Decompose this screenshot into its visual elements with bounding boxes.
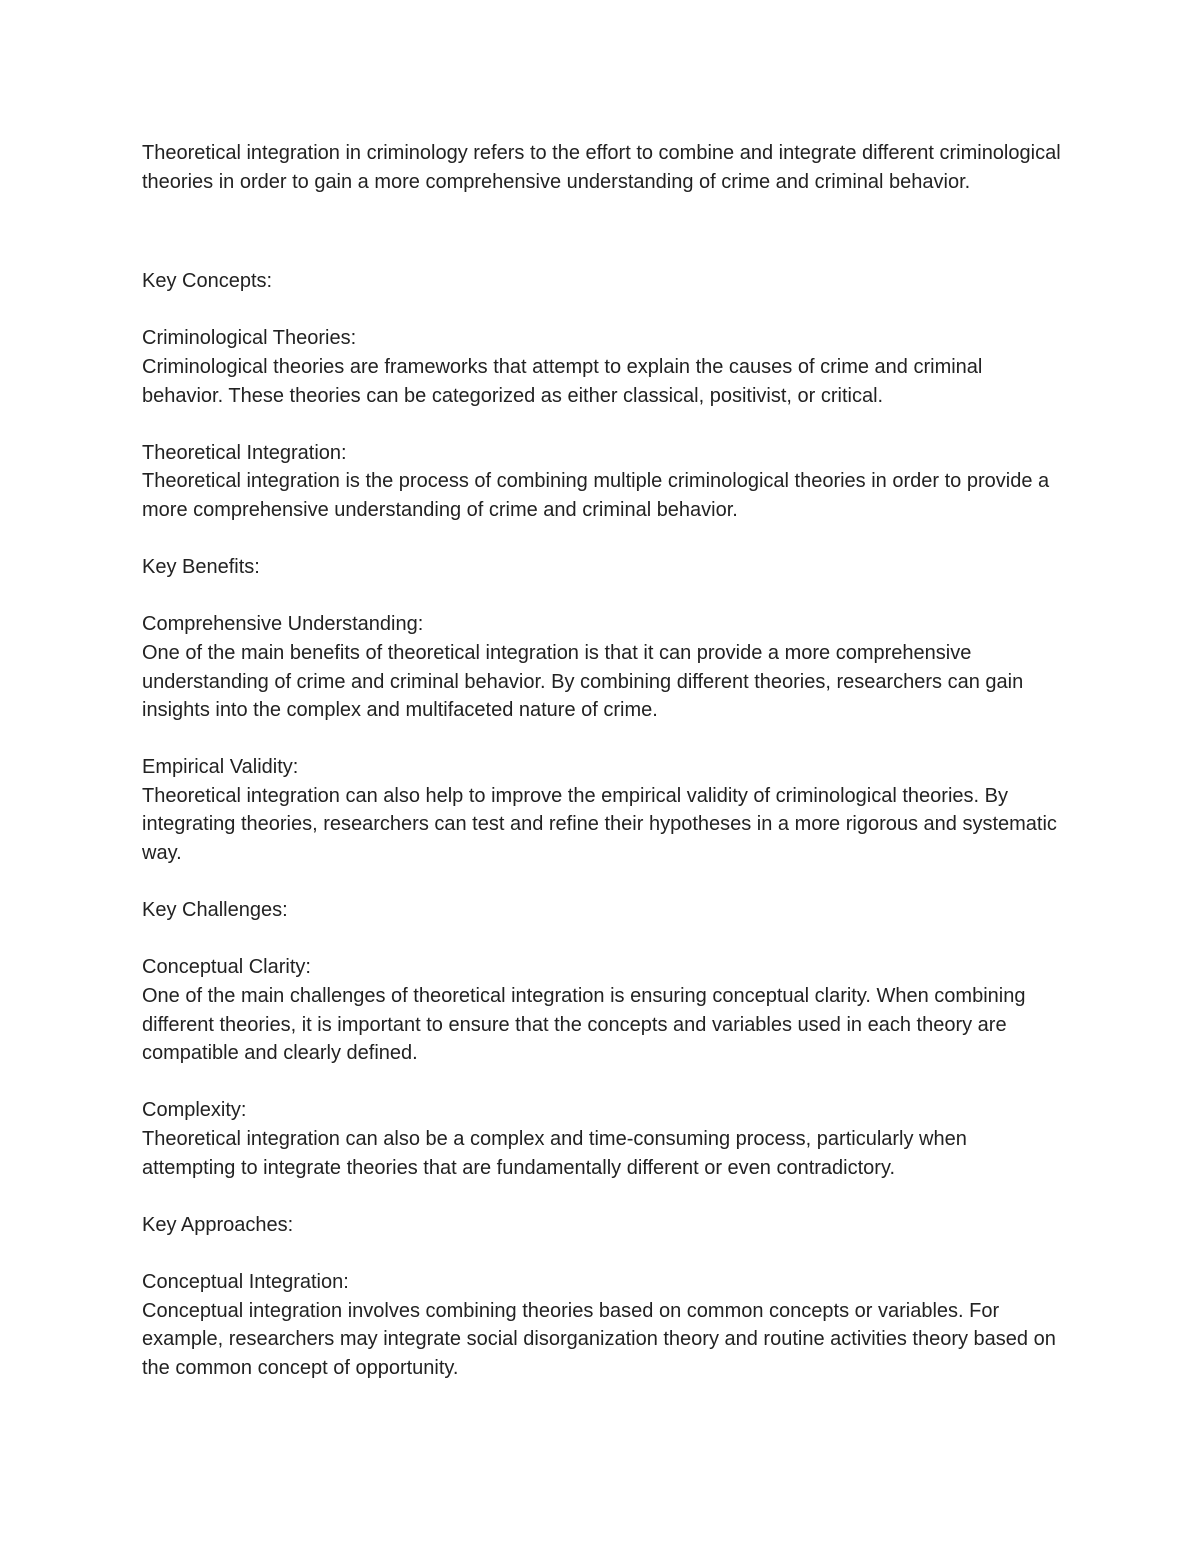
subsection-complexity (142, 1096, 1062, 1182)
subsection-title: Complexity: (142, 1099, 247, 1122)
section-key-concepts (142, 267, 1062, 524)
section-key-benefits (142, 553, 1062, 868)
subsection-title: Theoretical Integration: (142, 441, 347, 464)
section-heading: Key Concepts: (142, 270, 273, 293)
subsection-body: Conceptual integration involves combining theories based on common concepts or variables. For example, researchers may integrate social disorganization theory and routine activities theory based on the common concept of opportunity. (142, 1299, 1056, 1379)
subsection-theoretical-integration (142, 439, 1062, 525)
subsection-body: One of the main benefits of theoretical integration is that it can provide a more comprehensive understanding of crime and criminal behavior. By combining different theories, researchers can gain insights into the complex and multifaceted nature of crime. (142, 641, 1024, 722)
section-heading: Key Challenges: (142, 899, 288, 922)
subsection-body: One of the main challenges of theoretical integration is ensuring conceptual clarity. When combining different theories, it is important to ensure that the concepts and variables used in each theory are compatible and clearly defined. (142, 985, 1026, 1065)
subsection-body: Theoretical integration can also help to improve the empirical validity of criminological theories. By integrating theories, researchers can test and refine their hypotheses in a more rigorous and systematic way. (142, 784, 1057, 865)
intro-paragraph: Theoretical integration in criminology refers to the effort to combine and integrate different criminological theories in order to gain a more comprehensive understanding of crime and criminal behavior. (142, 142, 1061, 193)
subsection-title: Comprehensive Understanding: (142, 613, 424, 636)
subsection-criminological-theories (142, 324, 1062, 410)
section-key-challenges (142, 896, 1062, 1182)
section-key-approaches (142, 1211, 1062, 1383)
subsection-conceptual-integration (142, 1268, 1062, 1382)
subsection-body: Theoretical integration can also be a complex and time-consuming process, particularly when attempting to integrate theories that are fundamentally different or even contradictory. (142, 1128, 967, 1179)
subsection-body: Criminological theories are frameworks that attempt to explain the causes of crime and criminal behavior. These theories can be categorized as either classical, positivist, or critical. (142, 355, 983, 407)
subsection-title: Conceptual Integration: (142, 1270, 349, 1293)
section-heading: Key Benefits: (142, 556, 260, 579)
subsection-comprehensive-understanding (142, 610, 1062, 724)
subsection-body: Theoretical integration is the process of combining multiple criminological theories in order to provide a more comprehensive understanding of crime and criminal behavior. (142, 470, 1050, 521)
subsection-conceptual-clarity (142, 953, 1062, 1067)
section-heading: Key Approaches: (142, 1213, 294, 1236)
subsection-empirical-validity (142, 753, 1062, 867)
subsection-title: Conceptual Clarity: (142, 956, 311, 979)
subsection-title: Empirical Validity: (142, 756, 299, 779)
subsection-title: Criminological Theories: (142, 327, 357, 350)
document-page (142, 139, 1062, 1411)
